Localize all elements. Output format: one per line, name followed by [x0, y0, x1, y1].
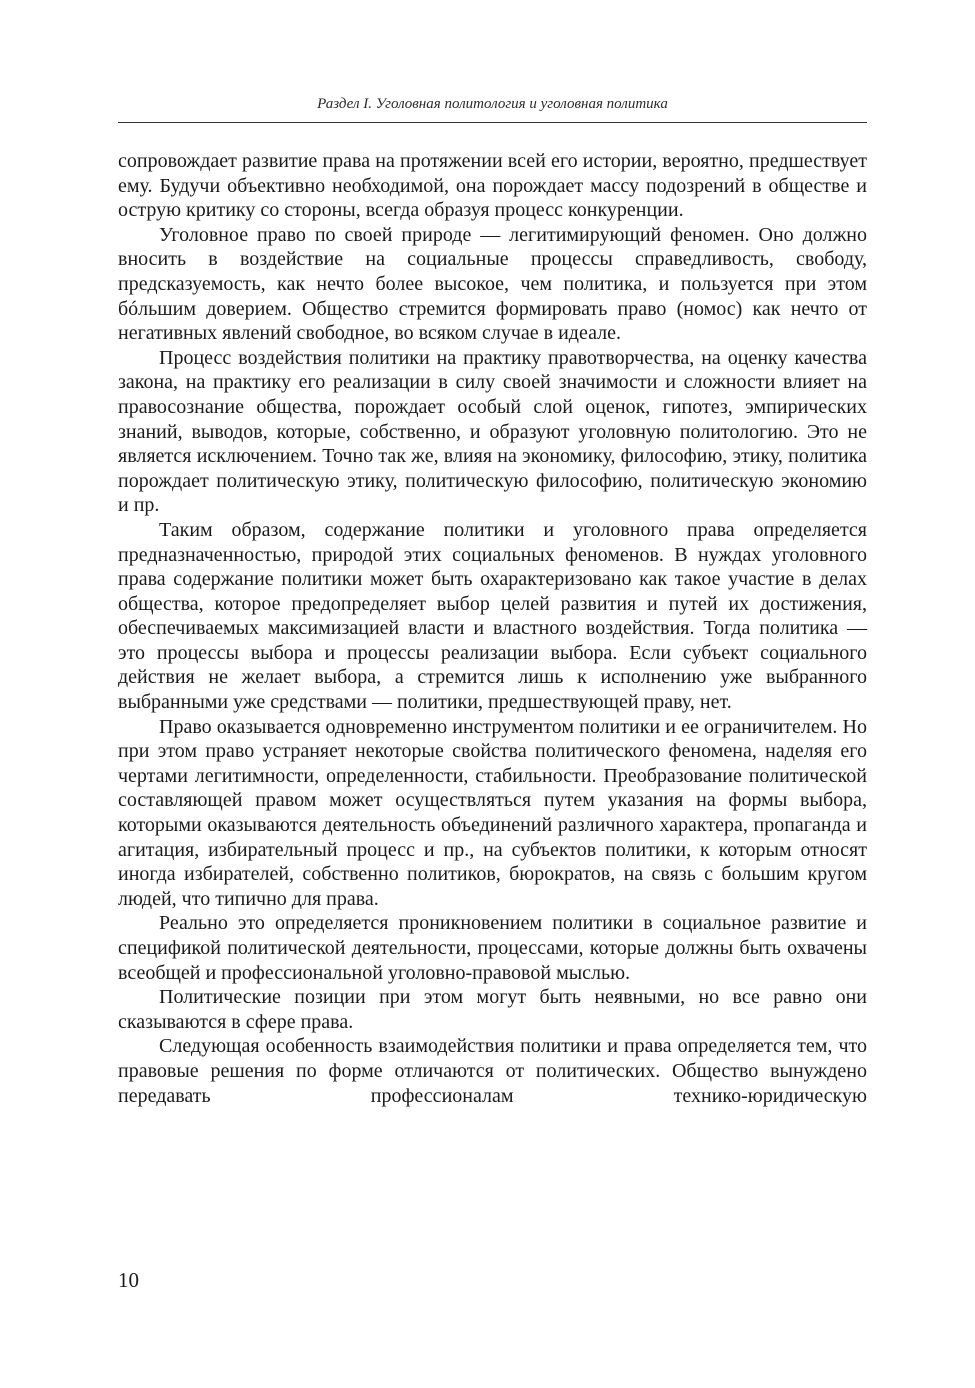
header-rule [118, 122, 867, 123]
running-header: Раздел I. Уголовная политология и уголовная политика [317, 96, 668, 112]
paragraph: Право оказывается одновременно инструментом политики и ее ограничителем. Но при этом право устраняет некоторые свойства политического феномена, наделяя его чертами легитимности, определенности, стабильности. Преобразование политической составляющей правом может осуществляться путем указания на формы выбора, которыми оказываются деятельность объединений различного характера, пропаганда и агитация, избирательный процесс и пр., на субъектов политики, к которым относят иногда избирателей, собственно политиков, бюрократов, на связь с большим кругом людей, что типично для права. [118, 715, 867, 910]
paragraph: Реально это определяется проникновением политики в социальное развитие и спецификой политической деятельности, процессами, которые должны быть охвачены всеобщей и профессиональной уголовно-правовой мыслью. [118, 912, 867, 984]
paragraph-last: Следующая особенность взаимодействия политики и права определяется тем, что правовые решения по форме отличаются от политических. Общество вынуждено передавать профессионалам технико-юридическую [118, 1035, 867, 1107]
paragraph: Процесс воздействия политики на практику правотворчества, на оценку качества закона, на практику его реализации в силу своей значимости и сложности влияет на правосознание общества, порождает особый слой оценок, гипотез, эмпирических знаний, выводов, которые, собственно, и образуют уголовную политологию. Это не является исключением. Точно так же, влияя на экономику, философию, этику, политика порождает политическую этику, политическую философию, политическую экономию и пр. [118, 346, 867, 517]
paragraph: Политические позиции при этом могут быть неявными, но все равно они сказываются в сфере права. [118, 986, 867, 1033]
paragraph: Уголовное право по своей природе — легитимирующий феномен. Оно должно вносить в воздействие на социальные процессы справедливость, свободу, предсказуемость, как нечто более высокое, чем политика, и пользуется при этом бóльшим доверием. Общество стремится формировать право (номос) как нечто от негативных явлений свободное, во всяком случае в идеале. [118, 223, 867, 345]
body-text [118, 149, 867, 1108]
paragraph-continued: сопровождает развитие права на протяжении всей его истории, вероятно, предшествует ему. Будучи объективно необходимой, она порождает массу подозрений в обществе и острую критику со стороны, всегда образуя процесс конкуренции. [118, 150, 867, 222]
page-number: 10 [118, 1268, 139, 1292]
paragraph: Таким образом, содержание политики и уголовного права определяется предназначенностью, природой этих социальных феноменов. В нуждах уголовного права содержание политики может быть охарактеризовано как такое участие в делах общества, которое предопределяет выбор целей развития и путей их достижения, обеспечиваемых максимизацией власти и властного воздействия. Тогда политика — это процессы выбора и процессы реализации выбора. Если субъект социального действия не желает выбора, а стремится лишь к исполнению уже выбранного выбранными уже средствами — политики, предшествующей праву, нет. [118, 518, 867, 714]
